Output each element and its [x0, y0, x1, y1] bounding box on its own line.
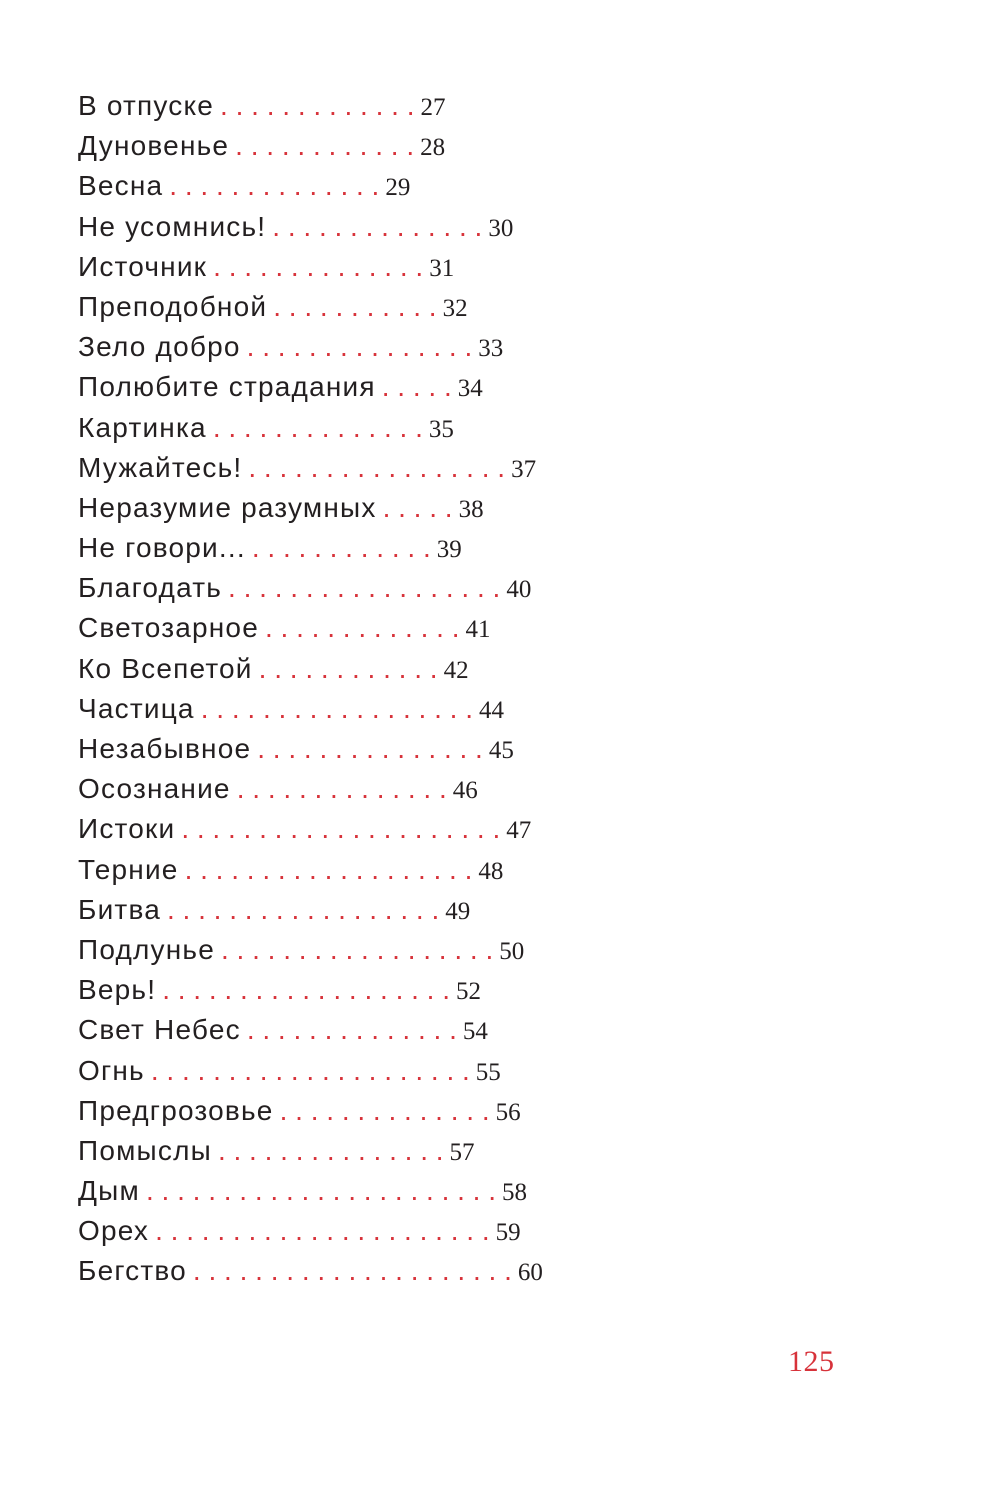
toc-entry-title: Орех	[78, 1215, 150, 1247]
toc-dot-leader: . . . . . . . . . . . . . .	[246, 1014, 457, 1046]
toc-entry-page: 54	[462, 1018, 488, 1046]
toc-entry-title: Огнь	[78, 1054, 145, 1086]
toc-entry-page: 37	[511, 455, 537, 483]
toc-dot-leader: . . . . . . . . . . . . . .	[212, 411, 423, 443]
toc-entry-page: 33	[478, 335, 504, 363]
toc-dot-leader: . . . . . . . . . . . . . .	[272, 210, 483, 242]
toc-entry-page: 41	[465, 616, 491, 644]
toc-entry	[78, 1211, 698, 1251]
toc-entry	[78, 488, 698, 528]
toc-entry-page: 46	[452, 777, 478, 805]
page-number: 125	[788, 1345, 835, 1378]
toc-dot-leader: . . . . . . . . . . . .	[258, 652, 438, 684]
toc-entry	[78, 1051, 698, 1091]
toc-entry-title: Дуновенье	[78, 130, 230, 162]
toc-entry	[78, 890, 698, 930]
toc-dot-leader: . . . . .	[382, 491, 453, 523]
toc-entry	[78, 568, 698, 608]
toc-dot-leader: . . . . . . . . . . . . . . . . . . .	[184, 853, 473, 885]
toc-entry-page: 31	[429, 254, 455, 282]
toc-entry-page: 55	[475, 1058, 501, 1086]
toc-entry-title: Преподобной	[78, 290, 268, 322]
toc-entry	[78, 850, 698, 890]
toc-entry-title: Частица	[78, 692, 195, 724]
toc-entry	[78, 729, 698, 769]
toc-entry-title: Помыслы	[78, 1134, 212, 1166]
toc-entry-title: Предгрозовье	[78, 1094, 274, 1126]
toc-dot-leader: . . . . . . . . . . . . . . . . . . . . .	[150, 1054, 470, 1086]
toc-entry-page: 58	[502, 1179, 528, 1207]
toc-entry	[78, 448, 698, 488]
toc-entry-page: 48	[478, 857, 504, 885]
toc-entry	[78, 1251, 698, 1291]
toc-entry-title: Весна	[78, 170, 164, 202]
toc-entry-title: Истоки	[78, 813, 176, 845]
toc-entry-title: Верь!	[78, 974, 157, 1006]
toc-entry	[78, 166, 698, 206]
toc-entry	[78, 1010, 698, 1050]
toc-entry-title: Бегство	[78, 1255, 187, 1287]
toc-entry	[78, 649, 698, 689]
toc-entry-title: Неразумие разумных	[78, 491, 377, 523]
toc-entry	[78, 608, 698, 648]
toc-dot-leader: . . . . . . . . . . . . . . . . . . . . . .	[155, 1215, 490, 1247]
toc-entry	[78, 327, 698, 367]
toc-entry-page: 29	[385, 174, 411, 202]
toc-dot-leader: . . . . . . . . . . .	[273, 290, 437, 322]
toc-entry-title: Свет Небес	[78, 1014, 241, 1046]
toc-entry-title: Дым	[78, 1175, 140, 1207]
table-of-contents	[78, 86, 698, 1292]
toc-dot-leader: . . . . . . . . . . . . .	[264, 612, 460, 644]
toc-entry	[78, 809, 698, 849]
toc-dot-leader: . . . . . . . . . . . . . . . . . . . . .	[192, 1255, 512, 1287]
toc-dot-leader: . . . . . . . . . . . .	[251, 532, 431, 564]
toc-entry-page: 39	[436, 536, 462, 564]
toc-entry-page: 52	[456, 978, 482, 1006]
toc-entry-title: Терние	[78, 853, 179, 885]
toc-entry	[78, 408, 698, 448]
toc-dot-leader: . . . . .	[381, 371, 452, 403]
toc-dot-leader: . . . . . . . . . . . . .	[220, 90, 415, 121]
toc-entry-title: Не усомнись!	[78, 210, 267, 242]
toc-dot-leader: . . . . . . . . . . . . . . . . . .	[220, 933, 494, 965]
toc-entry-title: Осознание	[78, 773, 231, 805]
toc-entry	[78, 86, 698, 126]
toc-entry-title: В отпуске	[78, 90, 215, 121]
toc-entry-title: Незабывное	[78, 733, 252, 764]
toc-entry-title: Полюбите страдания	[78, 371, 376, 403]
toc-entry-title: Не говори...	[78, 532, 246, 564]
toc-entry-page: 38	[458, 495, 484, 523]
toc-entry-page: 45	[488, 737, 514, 764]
toc-dot-leader: . . . . . . . . . . . .	[235, 130, 415, 162]
toc-entry-title: Ко Всепетой	[78, 652, 253, 684]
toc-dot-leader: . . . . . . . . . . . . . . . . . .	[166, 893, 440, 925]
toc-entry-page: 30	[488, 214, 514, 242]
toc-entry-title: Мужайтесь!	[78, 451, 243, 483]
toc-entry	[78, 287, 698, 327]
toc-dot-leader: . . . . . . . . . . . . . . .	[257, 733, 483, 764]
toc-entry-title: Подлунье	[78, 933, 215, 965]
toc-entry	[78, 1091, 698, 1131]
toc-entry-page: 47	[506, 817, 532, 845]
toc-entry-page: 59	[495, 1219, 521, 1247]
toc-entry-page: 57	[449, 1138, 475, 1166]
toc-entry-title: Благодать	[78, 572, 223, 604]
toc-entry-title: Источник	[78, 250, 208, 282]
toc-entry	[78, 689, 698, 729]
toc-entry-page: 35	[428, 415, 454, 443]
toc-entry-page: 27	[420, 94, 446, 121]
toc-entry-title: Картинка	[78, 411, 207, 443]
toc-dot-leader: . . . . . . . . . . . . . . . . . .	[228, 572, 501, 604]
toc-dot-leader: . . . . . . . . . . . . . . .	[217, 1134, 444, 1166]
toc-entry	[78, 367, 698, 407]
toc-entry-title: Зело добро	[78, 331, 241, 363]
toc-entry-page: 28	[420, 134, 446, 162]
toc-dot-leader: . . . . . . . . . . . . . .	[213, 250, 424, 282]
toc-entry-title: Светозарное	[78, 612, 259, 644]
toc-entry	[78, 207, 698, 247]
toc-entry	[78, 126, 698, 166]
toc-dot-leader: . . . . . . . . . . . . . . . . . . . . . . .	[145, 1175, 497, 1207]
toc-entry-title: Битва	[78, 893, 161, 925]
toc-entry-page: 44	[479, 696, 504, 724]
toc-dot-leader: . . . . . . . . . . . . . . . . . . .	[162, 974, 451, 1006]
toc-dot-leader: . . . . . . . . . . . . . . . . . . . . .	[181, 813, 501, 845]
toc-dot-leader: . . . . . . . . . . . . . .	[236, 773, 447, 805]
toc-dot-leader: . . . . . . . . . . . . . .	[279, 1094, 490, 1126]
toc-entry-page: 32	[442, 294, 468, 322]
toc-entry-page: 42	[443, 656, 469, 684]
toc-entry	[78, 970, 698, 1010]
toc-entry	[78, 769, 698, 809]
toc-entry-page: 50	[499, 937, 525, 965]
toc-dot-leader: . . . . . . . . . . . . . .	[169, 170, 380, 202]
toc-entry-page: 40	[506, 576, 532, 604]
toc-dot-leader: . . . . . . . . . . . . . . . . .	[248, 451, 506, 483]
toc-entry-page: 56	[495, 1098, 521, 1126]
toc-entry-page: 34	[457, 375, 483, 403]
toc-entry	[78, 1131, 698, 1171]
toc-entry-page: 49	[445, 897, 471, 925]
toc-entry	[78, 1171, 698, 1211]
toc-entry-page: 60	[517, 1259, 543, 1287]
toc-dot-leader: . . . . . . . . . . . . . . . . . .	[200, 692, 473, 724]
toc-dot-leader: . . . . . . . . . . . . . . .	[246, 331, 473, 363]
toc-entry	[78, 247, 698, 287]
toc-entry	[78, 930, 698, 970]
toc-entry	[78, 528, 698, 568]
